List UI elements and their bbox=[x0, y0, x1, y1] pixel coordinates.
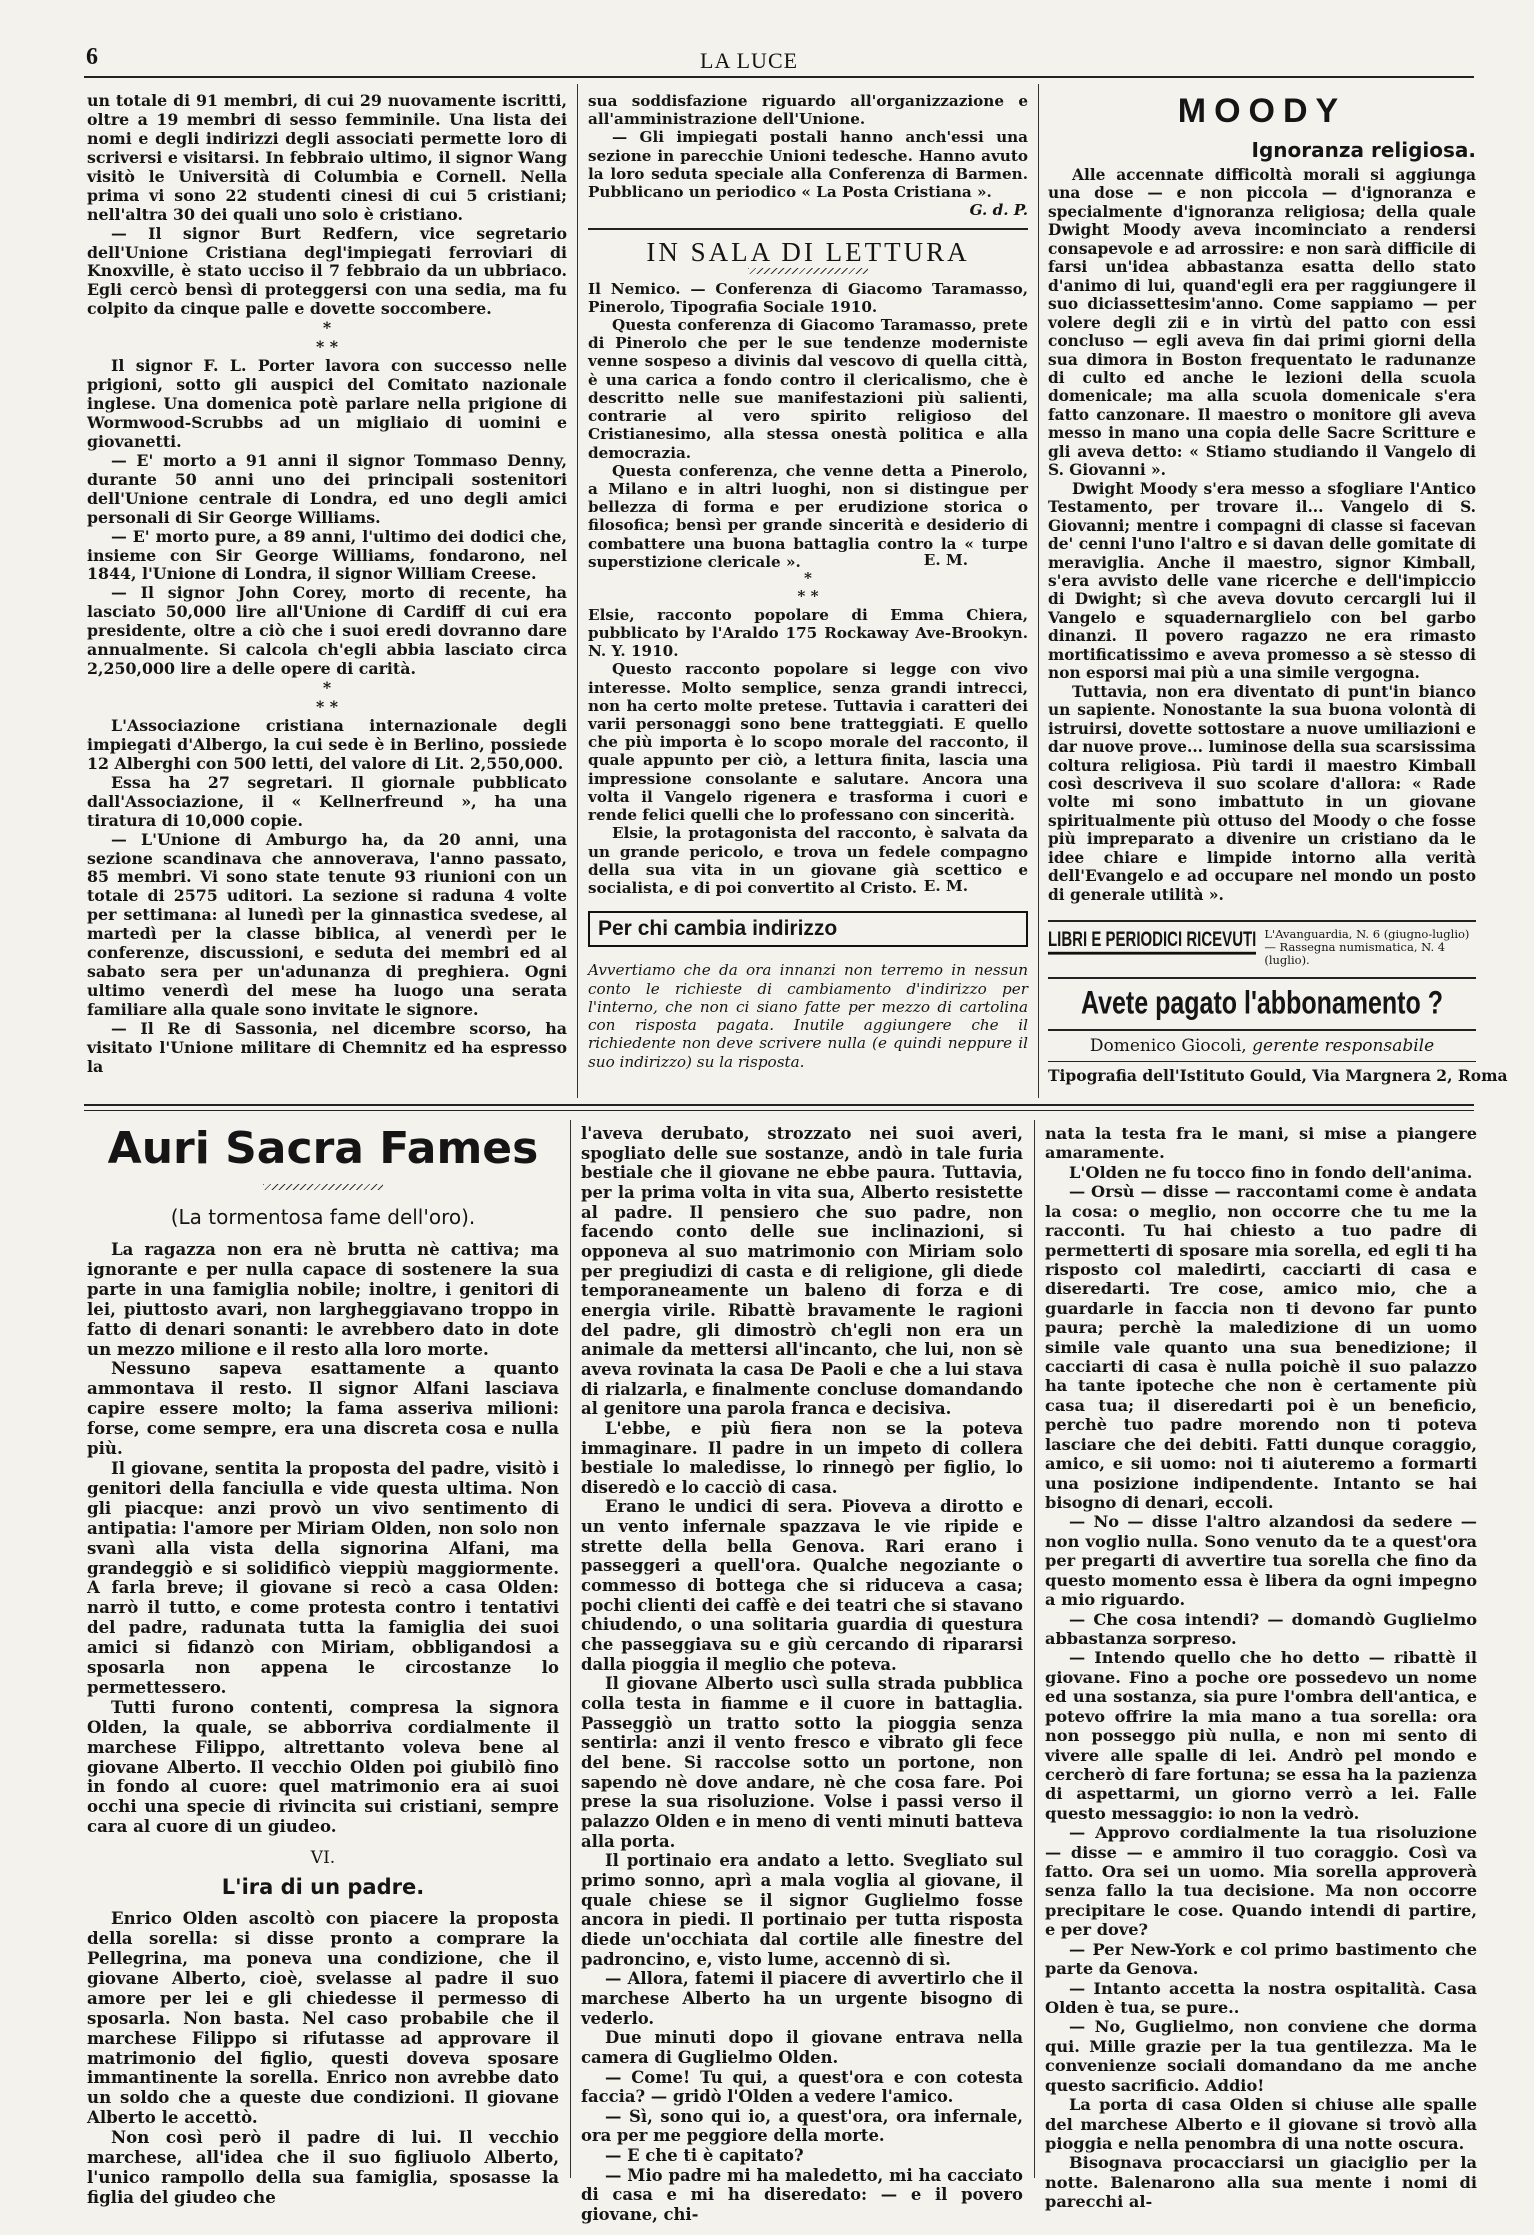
paragraph: Enrico Olden ascoltò con piacere la proposta della sorella: si disse pronto a comprare la Pellegrina, ma poneva una condizione, che il giovane Alberto, cioè, svelasse al padre il suo amore per lei e gli chiedesse il permesso di sposarla. Non basta. Nel caso probabile che il marchese Filippo si rifutasse ad approvare il matrimonio del figlio, questi doveva sposare immantinente la sorella. Enrico non avrebbe dato un soldo che a queste due condizioni. Il giovane Alberto le accettò. bbox=[87, 1908, 559, 2128]
review-heading: Il Nemico. — Conferenza di Giacomo Taramasso, Pinerolo, Tipografia Sociale 1910. bbox=[588, 279, 1028, 316]
paragraph: — No, Guglielmo, non conviene che dorma qui. Mille grazie per la tua gentilezza. Ma le convenienze sociali domandano da me anche questo sacrificio. Addio! bbox=[1045, 2017, 1477, 2095]
serial-column-3 bbox=[1045, 1124, 1477, 2212]
libri-title: LIBRI E PERIODICI RICEVUTI bbox=[1048, 928, 1256, 955]
paragraph: Bisognava procacciarsi un giaciglio per la notte. Balenarono alla sua mente i nomi di parecchi al- bbox=[1045, 2153, 1477, 2212]
section-divider bbox=[84, 1110, 1474, 1111]
section-title: IN SALA DI LETTURA bbox=[646, 236, 970, 267]
paragraph: Elsie, la protagonista del racconto, è salvata da un grande pericolo, e trova un fedele compagno della sua vita in un giovane già scettico e socialista, e di poi convertito al Cristo. bbox=[588, 824, 1028, 897]
serial-column-2 bbox=[581, 1124, 1023, 2225]
paragraph: — Approvo cordialmente la tua risoluzione — disse — e ammiro il tuo coraggio. Così va fatto. Ora sei un uomo. Mia sorella approverà senza fallo la tua decisione. Ma non occorre precipitare le cose. Quando intendi di partire, e per dove? bbox=[1045, 1823, 1477, 1940]
gerente-name: Domenico Giocoli, bbox=[1089, 1036, 1247, 1057]
paragraph: Il giovane Alberto uscì sulla strada pubblica colla testa in fiamme e il cuore in battaglia. Passeggiò un tratto sotto la pioggia senza sentirla: anzi il vento fresco e vibrato gli fece del bene. Si raccolse sotto un portone, non sapendo nè dove andare, nè che cosa fare. Poi prese la sua risoluzione. Volse i passi verso il palazzo Olden e in meno di venti minuti batteva alla porta. bbox=[581, 1674, 1023, 1851]
paragraph: — Per New-York e col primo bastimento che parte da Genova. bbox=[1045, 1939, 1477, 1979]
paragraph: — E' morto pure, a 89 anni, l'ultimo dei dodici che, insieme con Sir George Williams, fondarono, nel 1844, l'Unione di Londra, il signor William Creese. bbox=[87, 526, 567, 584]
serial-column-1 bbox=[87, 1124, 559, 2208]
avete-pagato: Avete pagato l'abbonamento ? bbox=[1081, 984, 1443, 1022]
paragraph: Dwight Moody s'era messo a sfogliare l'Antico Testamento, per trovare il... Vangelo di S. Giovanni; mentre i compagni di classe si facevan de' cenni l'uno l'altro e si davan delle gomitate di meraviglia. Anche il maestro, signor Kimball, s'era avvisto delle vane ricerche e dell'impiccio di Dwight; sì che aveva dovuto cercargli lui il Vangelo e squadernarglielo con bel garbo dinanzi. Il povero ragazzo ne era rimasto mortificatissimo e aveva promesso a sè stesso di non esporsi mai più a una simile vergogna. bbox=[1048, 479, 1476, 683]
paragraph: — Il signor Burt Redfern, vice segretario dell'Unione Cristiana degl'impiegati ferroviari di Knoxville, è stato ucciso il 7 febbraio da un ubbriaco. Egli cercò bensì di proteggersi con una sedia, ma fu colpito da cinque palle e dovette soccombere. bbox=[87, 223, 567, 319]
column-divider bbox=[577, 84, 578, 1098]
libri-text: L'Avanguardia, N. 6 (giugno-luglio) — Rassegna numismatica, N. 4 (luglio). bbox=[1264, 927, 1470, 968]
section-divider bbox=[84, 1104, 1474, 1106]
paragraph: Tuttavia, non era diventato di punt'in bianco un sapiente. Nonostante la sua buona volontà di istruirsi, dovette sottostare a nuove umiliazioni e dar nuove prove... luminose della sua scarsissima coltura religiosa. Più tardi il maestro Kimball così descriveva il suo scolare d'allora: « Rade volte mi sono imbattuto in un giovane spiritualmente più ottuso del Moody o che fosse più impreparato a divenire un cristiano da le idee chiare e limpide intorno alla verità dell'Evangelo e ad occupare nel mondo un posto di generale utilità ». bbox=[1048, 682, 1476, 904]
paragraph: — L'Unione di Amburgo ha, da 20 anni, una sezione scandinava che annoverava, l'anno passato, 85 membri. Vi sono state tenute 93 riunioni con un totale di 2575 uditori. La sezione si raduna 4 volte per settimana: al lunedì per la ginnastica svedese, al martedì per la classe biblica, al venerdì per le conferenze, discussioni, e seduta dei membri ed al sabato sera per un'adunanza di preghiera. Ogni ultimo venerdì del mese ha luogo una serata familiare alla quale sono invitate le signore. bbox=[87, 829, 567, 1019]
paragraph: Il signor F. L. Porter lavora con successo nelle prigioni, sotto gli auspici del Comitato nazionale inglese. Una domenica potè parlare nella prigione di Wormwood-Scrubbs ad un migliaio di uomini e giovanetti. bbox=[87, 356, 567, 451]
signature: E. M. bbox=[923, 551, 968, 570]
paragraph: — Che cosa intendi? — domandò Guglielmo abbastanza sorpreso. bbox=[1045, 1609, 1477, 1648]
paragraph: Tutti furono contenti, compresa la signora Olden, la quale, se abborriva cordialmente il marchese Filippo, altrettanto voleva bene al giovane Alberto. Il vecchio Olden poi giubilò fino in fondo al cuore: quel matrimonio era ai suoi occhi una specie di rivincita sui cristiani, sempre cara al cuore di un giudeo. bbox=[87, 1696, 559, 1837]
gerente-line bbox=[1048, 1035, 1476, 1057]
tipografia: Tipografia dell'Istituto Gould, Via Margnera 2, Roma bbox=[1048, 1066, 1508, 1086]
paragraph: — No — disse l'altro alzandosi da sedere — non voglio nulla. Sono venuto da te a quest'ora per pregarti di avvertire tua sorella che fino da questo momento essa è libera da ogni impegno a mio riguardo. bbox=[1045, 1512, 1477, 1610]
page-number: 6 bbox=[86, 44, 98, 70]
serial-title: Auri Sacra Fames bbox=[107, 1123, 539, 1174]
column-news-2 bbox=[588, 92, 1028, 1071]
paragraph: — E' morto a 91 anni il signor Tommaso Denny, durante 50 anni uno dei principali sostenitori dell'Unione centrale di Londra, ed uno degli amici personali di Sir George Williams. bbox=[87, 450, 567, 527]
paragraph: Questa conferenza di Giacomo Taramasso, prete di Pinerolo che per le sue tendenze moderniste venne sospeso a divinis dal vescovo di quella città, è una carica a fondo contro il clericalismo, che è descritto nelle sue manifestazioni più salienti, contrarie al vero spirito religioso del Cristianesimo, alla stessa onestà politica e alla democrazia. bbox=[588, 315, 1028, 462]
paragraph: — Orsù — disse — raccontami come è andata la cosa: o meglio, non occorre che tu me la racconti. Tu hai chiesto a tuo padre di permetterti di sposare mia sorella, ed egli ti ha risposto col maledirti, cacciarti di casa e diseredarti. Tre cose, amico mio, che a guardarle in faccia non ti devono far punto paura; perchè la maledizione di un uomo simile vale quanto una sua benedizione; il cacciarti di casa è nulla poichè il suo palazzo ha tante ipoteche che non è certamente più casa tua; il diseredarti poi è un beneficio, perchè tuo padre morendo non ti poteva lasciare che dei debiti. Fatti dunque coraggio, amico, e sii uomo: noi ti aiuteremo a formarti una posizione indipendente. Intanto se hai bisogno di denari, eccoli. bbox=[1045, 1182, 1477, 1513]
paragraph: un totale di 91 membri, di cui 29 nuovamente iscritti, oltre a 19 membri di sesso femminile. Una lista dei nomi e degli indirizzi degli associati permette loro di scriversi e visitarsi. In febbraio ultimo, il signor Wang visitò le Università di Columbia e Cornell. Nella prima vi sono 22 studenti cinesi di cui 5 cristiani; nell'altra 30 dei quali uno solo è cristiano. bbox=[87, 91, 567, 224]
section-rule bbox=[1048, 920, 1476, 922]
column-divider bbox=[1034, 1120, 1035, 2178]
paragraph: La ragazza non era nè brutta nè cattiva; ma ignorante e per nulla capace di sostenere la sua parte in una famiglia nobile; inoltre, i genitori di lei, piuttosto avari, non largheggiavano troppo in fatto di denari sonanti: le avrebbero dato in dote un mezzo milione e il resto alla loro morte. bbox=[87, 1239, 559, 1359]
column-news-1 bbox=[87, 92, 567, 1077]
paragraph: — E che ti è capitato? bbox=[605, 2146, 804, 2166]
notice-text: Avvertiamo che da ora innanzi non terremo in nessun conto le richieste di cambiamento d'indirizzo per l'interno, che non ci siano fatte per mezzo di cartolina con risposta pagata. Inutile aggiungere che il richiedente non deve scrivere nulla (e quindi neppure il suo indirizzo) su la risposta. bbox=[588, 961, 1028, 1071]
paragraph: — Come! Tu qui, a quest'ora e con cotesta faccia? — gridò l'Olden a vedere l'amico. bbox=[581, 2067, 1023, 2107]
box-title-text: Per chi cambia indirizzo bbox=[598, 917, 838, 941]
paragraph: l'aveva derubato, strozzato nei suoi averi, spogliato delle sue sostanze, andò in tale furia bestiale che il giovane ne ebbe paura. Tuttavia, per la prima volta in vita sua, Alberto resistette al padre. Il pensiero che suo padre, non facendo conto delle sue inclinazioni, si opponeva al suo matrimonio con Miriam solo per pregiudizi di casta e di religione, gli diede temporaneamente un baleno di forza e di energia virile. Ribattè bravamente le ragioni del padre, gli dimostrò ch'egli non era un animale da mettersi all'incanto, che lui, non sè aveva rovinata la casa De Paoli e che a lui stava di rialzarla, e finalmente concluse domandando al genitore una parola franca e decisiva. bbox=[581, 1124, 1023, 1419]
wavy-ornament bbox=[748, 268, 868, 274]
moody-title: MOODY bbox=[1177, 92, 1347, 130]
paragraph: L'Olden ne fu tocco fino in fondo dell'anima. bbox=[1069, 1162, 1473, 1182]
box-title bbox=[588, 911, 1028, 947]
paragraph: nata la testa fra le mani, si mise a piangere amaramente. bbox=[1045, 1124, 1477, 1163]
journal-title: LA LUCE bbox=[700, 48, 799, 73]
paragraph: — Intanto accetta la nostra ospitalità. Casa Olden è tua, se pure.. bbox=[1045, 1978, 1477, 2017]
paragraph: sua soddisfazione riguardo all'organizzazione e all'amministrazione dell'Unione. bbox=[588, 92, 1028, 129]
section-rule bbox=[1048, 1029, 1476, 1031]
chapter-number: VI. bbox=[310, 1848, 336, 1869]
paragraph: Due minuti dopo il giovane entrava nella camera di Guglielmo Olden. bbox=[581, 2028, 1023, 2067]
paragraph: — Sì, sono qui io, a quest'ora, ora infernale, ora per me peggiore della morte. bbox=[581, 2106, 1023, 2146]
review-heading: Elsie, racconto popolare di Emma Chiera, pubblicato by l'Araldo 175 Rockaway Ave-Brookyn. N. Y. 1910. bbox=[588, 605, 1028, 661]
asterism: * * * bbox=[315, 318, 339, 357]
paragraph: — Mio padre mi ha maledetto, mi ha cacciato di casa e mi ha diseredato: — e il povero giovane, chi- bbox=[581, 2165, 1023, 2225]
paragraph: Non così però il padre di lui. Il vecchio marchese, all'idea che il suo figliuolo Alberto, l'unico rampollo della sua famiglia, sposasse la figlia del giudeo che bbox=[87, 2127, 559, 2207]
signature: G. d. P. bbox=[969, 201, 1028, 220]
paragraph: Alle accennate difficoltà morali si aggiunga una dose — e non piccola — d'ignoranza e specialmente d'ignoranza religiosa; della quale Dwight Moody aveva incominciato a rendersi consapevole e ad arrossire: e non sarà difficile di farsi un'idea abbastanza esatta dello stato d'animo di lui, quand'egli era per raggiungere il suo diciassettesim'anno. Come sappiamo — per volere degli zii e in virtù del patto con essi concluso — egli aveva fin dai primi giorni della sua dimora in Boston frequentato le radunanze di culto ed anche le lezioni della scuola domenicale; ma alla scuola domenicale s'era fatto canzonare. Il maestro o monitore gli aveva messo in mano una copia delle Sacre Scritture e gli aveva detto: « Stiamo studiando il Vangelo di S. Giovanni ». bbox=[1048, 166, 1476, 480]
paragraph: — Il Re di Sassonia, nel dicembre scorso, ha visitato l'Unione militare di Chemnitz ed ha espresso la bbox=[87, 1018, 567, 1076]
chapter-title: L'ira di un padre. bbox=[221, 1875, 425, 1900]
wavy-ornament bbox=[263, 1184, 383, 1190]
gerente-role: gerente responsabile bbox=[1252, 1036, 1435, 1057]
paragraph: Il portinaio era andato a letto. Svegliato sul primo sonno, aprì a mala voglia al giovane, il quale chiese se il signor Guglielmo fosse ancora in piedi. Il portinaio per tutta risposta diede un'occhiata dal cortile alle finestre del padroncino, e, visto lume, accennò di sì. bbox=[581, 1851, 1023, 1969]
paragraph: Erano le undici di sera. Pioveva a dirotto e un vento infernale spazzava le vie ripide e strette della bella Genova. Rari erano i passeggeri a quell'ora. Qualche negoziante o commesso di bottega che si riduceva a casa; pochi clienti dei caffè e dei teatri che si stavano chiudendo, o una solitaria guardia di questura che passeggiava su e giù cercando di ripararsi dalla pioggia il meglio che poteva. bbox=[581, 1497, 1023, 1674]
paragraph: Nessuno sapeva esattamente a quanto ammontava il resto. Il signor Alfani lasciava capire essere molto; la fama asseriva milioni: forse, come sempre, era una discreta cosa e nulla più. bbox=[87, 1358, 559, 1459]
section-rule bbox=[1048, 1061, 1476, 1062]
moody-subtitle: Ignoranza religiosa. bbox=[1251, 138, 1476, 162]
column-divider bbox=[1038, 84, 1039, 1098]
serial-subtitle: (La tormentosa fame dell'oro). bbox=[170, 1205, 476, 1229]
header-rule bbox=[84, 76, 1474, 78]
paragraph: Il giovane, sentita la proposta del padre, visitò i genitori della fanciulla e vide questa ultima. Non gli piacque: anzi provò un vivo sentimento di antipatia: l'amore per Miriam Olden, non solo non svanì alla vista della signorina Alfani, ma grandeggiò e si solidificò vieppiù maggiormente. A farla breve; il giovane si recò a casa Olden: narrò il tutto, e come protesta contro i tentativi del padre, radunata tutta la famiglia dei suoi amici si fidanzò con Miriam, obbligandosi a sposarla non appena le circostanze lo permettessero. bbox=[87, 1457, 559, 1697]
paragraph: — Intendo quello che ho detto — ribattè il giovane. Fino a poche ore possedevo un nome ed una sostanza, sia pure l'ombra dell'antica, e potevo offrire la mia mano a tua sorella: ora non posseggo più nulla, e non mi sento di vivere alle spalle di lei. Andrò pel mondo e cercherò di fare fortuna; se essa ha la pazienza di aspettarmi, un giorno verrò a lei. Falle questo messaggio: io non la vedrò. bbox=[1045, 1648, 1477, 1823]
libri-block bbox=[1048, 928, 1476, 967]
paragraph: Essa ha 27 segretari. Il giornale pubblicato dall'Associazione, il « Kellnerfreund », ha una tiratura di 10,000 copie. bbox=[87, 772, 567, 830]
paragraph: L'ebbe, e più fiera non se la poteva immaginare. Il padre in un impeto di collera bestiale lo maledisse, lo rinnegò per figlio, lo diseredò e lo cacciò di casa. bbox=[581, 1418, 1023, 1497]
paragraph: Questo racconto popolare si legge con vivo interesse. Molto semplice, senza grandi intrecci, non ha certo molte pretese. Tuttavia i caratteri dei varii personaggi sono bene tratteggiati. E quello che più importa è lo scopo morale del racconto, il quale appunto per ciò, a lettura finita, lascia una impressione consolante e salutare. Ancora una volta il Vangelo rigenera e trasforma i cuori e rende felici quelli che lo professano con sincerità. bbox=[588, 660, 1028, 825]
paragraph: L'Associazione cristiana internazionale degli impiegati d'Albergo, la cui sede è in Berlino, possiede 12 Alberghi con 500 letti, del valore di Lit. 2,550,000. bbox=[87, 715, 567, 773]
paragraph: La porta di casa Olden si chiuse alle spalle del marchese Alberto e il giovane si trovò alla pioggia e nella penombra di una notte oscura. bbox=[1045, 2095, 1477, 2153]
asterism: * * * bbox=[315, 678, 339, 716]
paragraph: — Il signor John Corey, morto di recente, ha lasciato 50,000 lire all'Unione di Cardiff di cui era presidente, oltre a ciò che i suoi eredi dovranno dare annualmente. Si calcola ch'egli abbia lasciato circa 2,250,000 lire a delle opere di carità. bbox=[87, 583, 567, 679]
paragraph: — Allora, fatemi il piacere di avvertirlo che il marchese Alberto ha un urgente bisogno di vederlo. bbox=[581, 1969, 1023, 2028]
column-moody bbox=[1048, 92, 1508, 1086]
signature: E. M. bbox=[923, 877, 968, 896]
asterism: * * * bbox=[797, 569, 819, 606]
column-divider bbox=[570, 1120, 571, 2178]
paragraph: Questa conferenza, che venne detta a Pinerolo, a Milano e in altri luoghi, non si distingue per bellezza di forma e per erudizione storica o filosofica; bensì per grande sincerità e desiderio di combattere una buona battaglia contro la « turpe superstizione clericale ». bbox=[588, 461, 1028, 571]
section-rule bbox=[588, 228, 1028, 230]
paragraph: — Gli impiegati postali hanno anch'essi una sezione in parecchie Unioni tedesche. Hanno avuto la loro seduta speciale alla Conferenza di Barmen. Pubblicano un periodico « La Posta Cristiana ». bbox=[588, 128, 1028, 202]
